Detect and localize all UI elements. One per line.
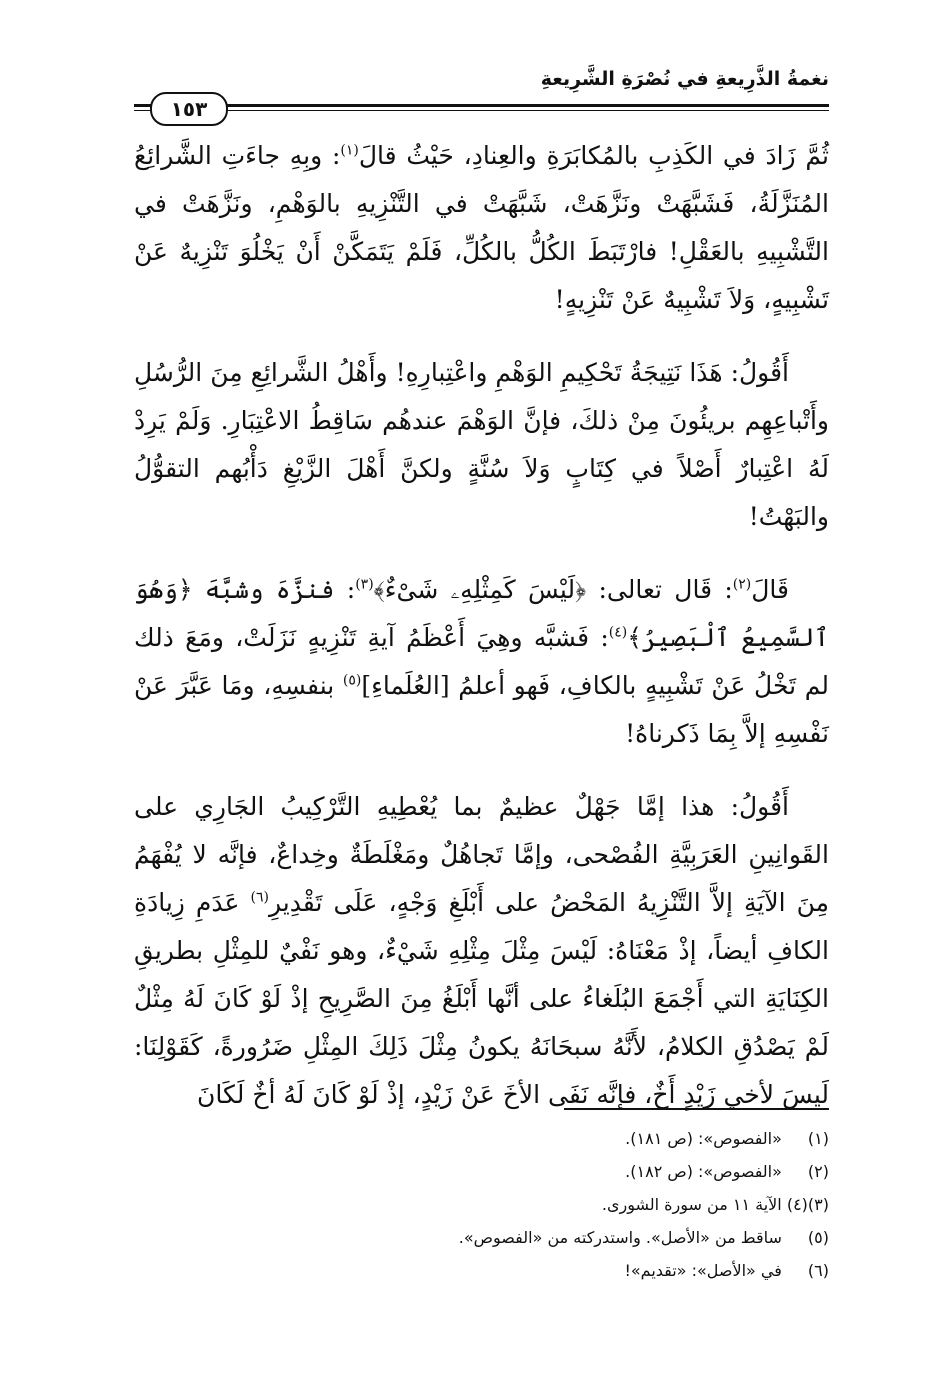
footnote-ref: (٢) bbox=[732, 576, 752, 593]
footnote-text: الآية ١١ من سورة الشورى. bbox=[601, 1195, 782, 1214]
main-text bbox=[134, 132, 829, 1144]
footnote-number: (٥) bbox=[807, 1228, 829, 1247]
page-number: ١٥٣ bbox=[150, 92, 228, 126]
paragraph-2: أَقُولُ: هَذَا نَتِيجَةُ تَحْكِيمِ الوَهْمِ واعْتِبارِهِ! وأَهْلُ الشَّرائِعِ مِنَ الرُّسُلِ وأَتْباعِهِم بريئُونَ مِنْ ذلكَ، فإنَّ الوَهْمَ عندهُم سَاقِطُ الاعْتِبَارِ. وَلَمْ يَرِدْ لَهُ اعْتِبارٌ أَصْلاً في كِتَابٍ وَلاَ سُنَّةٍ ولكنَّ أَهْلَ الزَّيْغِ دَأْبُهم التقوُّلُ والبَهْتُ! bbox=[134, 358, 829, 531]
footnote-number: (٦) bbox=[807, 1261, 829, 1280]
footnote-item bbox=[134, 1188, 829, 1221]
footnote-ref: (٥) bbox=[342, 672, 362, 689]
running-title: نغمةُ الذَّرِيعةِ في نُصْرَةِ الشَّرِيعةِ bbox=[540, 68, 829, 90]
paragraph-3: قَالَ$^{(٢)}$: قَال تعالى: ﴿لَيْسَ كَمِثْلِهِۦ شَىْءٌ﴾$^{(٣)}$: فنزَّهَ وشبَّهَ ﴿وَهُوَ ٱلسَّمِيعُ ٱلْبَصِيرُ﴾$^{(٤)}$: فَشبَّه وهِيَ أَعْظَمُ آيةِ تَنْزِيهٍ نَزَلَتْ، ومَعَ ذلك لم تَخْلُ عَنْ تَشْبِيهٍ بالكافِ، فَهو أعلمُ [العُلَماءِ]$^{(٥)}$ بنفسِهِ، ومَا عَبَّرَ عَنْ نَفْسِهِ إلاَّ بِمَا ذَكرناهُ! bbox=[134, 575, 829, 748]
footnote-number: (٢) bbox=[807, 1162, 829, 1181]
paragraph-1: ثُمَّ زَادَ في الكَذِبِ بالمُكابَرَةِ والعِنادِ، حَيْثُ قالَ$^{(١)}$: وبِهِ جاءَتِ الشَّرائِعُ المُنَزَّلَةُ، فَشَبَّهَتْ ونَزَّهَتْ، شَبَّهَتْ في التَّنْزِيهِ بالوَهْمِ، ونَزَّهَتْ في التَّشْبِيهِ بالعَقْلِ! فارْتَبَطَ الكُلُّ بالكُلِّ، فَلَمْ يَتَمَكَّنْ أَنْ يَخْلُوَ تَنْزِيهٌ عَنْ تَشْبِيهٍ، وَلاَ تَشْبِيهٌ عَنْ تَنْزِيهٍ! bbox=[134, 141, 829, 314]
footnote-text: ساقط من «الأصل». واستدركته من «الفصوص». bbox=[458, 1228, 782, 1247]
footnote-ref: (١) bbox=[340, 142, 359, 159]
footnote-ref: (٣) bbox=[355, 576, 374, 593]
header-rule-thin bbox=[134, 110, 829, 111]
footnote-item bbox=[134, 1155, 829, 1188]
footnote-item bbox=[134, 1221, 829, 1254]
footnote-text: «الفصوص»: (ص ١٨٢). bbox=[625, 1162, 782, 1181]
footnote-number: (١) bbox=[807, 1129, 829, 1148]
paragraph-4: أَقُولُ: هذا إمَّا جَهْلٌ عظيمٌ بما يُعْطِيهِ التَّرْكِيبُ الجَارِي على القَوانِينِ العَرَبِيَّةِ الفُصْحى، وإمَّا تَجاهُلٌ ومَغْلَطَةٌ وخِداعٌ، فإنَّه لا يُفْهَمُ مِنَ الآيَةِ إلاَّ التَّنْزِيهُ المَحْضُ على أَبْلَغِ وَجْهٍ، عَلَى تَقْدِيرِ$^{(٦)}$ عَدَمِ زِيادَةِ الكافِ أيضاً، إذْ مَعْنَاهُ: لَيْسَ مِثْلَ مِثْلِهِ شَيْءٌ، وهو نَفْيٌ للمِثْلِ بطريقِ الكِنَايَةِ التي أَجْمَعَ البُلَغاءُ على أنَّها أَبْلَغُ مِنَ الصَّرِيحِ إذْ لَوْ كَانَ لَهُ مِثْلٌ لَمْ يَصْدُقِ الكلامُ، لأَنَّهُ سبحَانَهُ يكونُ مِثْلَ ذَلِكَ المِثْلِ ضَرُورةً، كَقَوْلِنَا: لَيسَ لأخي زَيْدٍ أَخٌ، فإنَّه نَفَى الأخَ عَنْ زَيْدٍ، إذْ لَوْ كَانَ لَهُ أخٌ لَكَانَ bbox=[134, 792, 830, 1109]
footnotes bbox=[134, 1122, 829, 1287]
footnote-separator bbox=[564, 1108, 829, 1110]
footnote-ref: (٤) bbox=[608, 624, 628, 641]
footnote-text: «الفصوص»: (ص ١٨١). bbox=[625, 1129, 782, 1148]
footnote-item bbox=[134, 1254, 829, 1287]
header-rule bbox=[134, 104, 829, 107]
footnote-ref: (٦) bbox=[250, 889, 269, 906]
footnote-text: في «الأصل»: «تقديم»! bbox=[624, 1261, 782, 1280]
footnote-item bbox=[134, 1122, 829, 1155]
footnote-number: (٣)(٤) bbox=[786, 1195, 829, 1214]
